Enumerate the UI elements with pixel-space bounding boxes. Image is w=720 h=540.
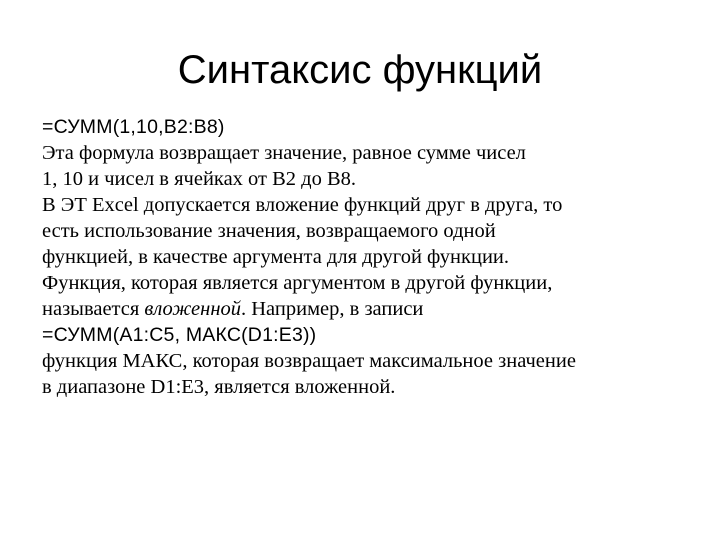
text-line: есть использование значения, возвращаемого одной — [42, 220, 496, 242]
slide-body — [42, 114, 702, 400]
text-fragment: называется — [42, 298, 145, 320]
paragraph-nesting-explanation — [42, 192, 702, 322]
text-line: В ЭТ Excel допускается вложение функций друг в друга, то — [42, 194, 563, 216]
text-fragment: . Например, в записи — [241, 298, 424, 320]
text-line: функция МАКС, которая возвращает максимальное значение — [42, 350, 576, 372]
text-line: Функция, которая является аргументом в другой функции, — [42, 272, 553, 294]
paragraph-max-explanation — [42, 348, 702, 400]
text-line: в диапазоне D1:E3, является вложенной. — [42, 376, 396, 398]
emphasized-term: вложенной — [144, 298, 241, 320]
text-line: 1, 10 и чисел в ячейках от В2 до В8. — [42, 168, 357, 190]
slide-title: Синтаксис функций — [177, 48, 543, 92]
text-line: Эта формула возвращает значение, равное сумме чисел — [42, 142, 526, 164]
text-line — [42, 296, 702, 322]
formula-example-1: =СУММ(1,10,B2:B8) — [42, 116, 225, 138]
formula-example-2: =СУММ(A1:C5, МАКС(D1:E3)) — [42, 324, 317, 346]
paragraph-formula-explanation — [42, 140, 702, 192]
text-line: функцией, в качестве аргумента для другой функции. — [42, 246, 510, 268]
